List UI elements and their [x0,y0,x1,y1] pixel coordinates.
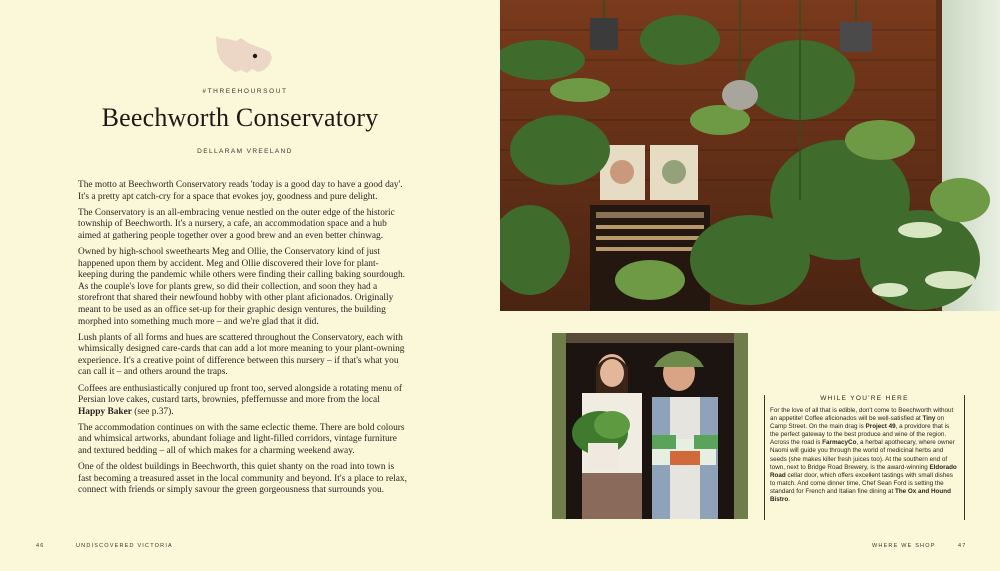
page-number-left: 46 [36,543,45,549]
eldorado-road-name: Eldorado Road [770,463,957,479]
paragraph-4: Lush plants of all forms and hues are scattered throughout the Conservatory, each with whimsically designed care-cards that can add a lot more meaning to your plant-owning experience. It's a creative point of difference between this nursery – if that's what you can call it – and others around the traps. [78,332,405,378]
page-title: Beechworth Conservatory [101,103,379,132]
hashtag: #THREEHOURSOUT [202,88,288,95]
sidebar-text: For the love of all that is edible, don't come to Beechworth without an appetite! Coffee aficionados will be well-satisfied at Tiny on Camp Street. On the main drag is Project 49, a providore that is the perfect gateway to the best produce and wine of the region. Across the road is FarmacyCo, a herbal apothecary, where owner Naomi will guide you through the world of medicinal herbs and seeds (she makes killer fresh juices too). At the southern end of town, next to Bridge Road Brewery, is the award-winning Eldorado Road cellar door, which offers excellent tastings with small dishes to match. And come dinner time, Chef Sean Ford is setting the standard for French and Italian fine dining at The Ox and Hound Bistro. [770,407,957,504]
project-49-name: Project 49 [865,423,896,431]
victoria-map-icon [214,32,274,78]
author-byline: DELLARAM VREELAND [197,148,293,155]
paragraph-5: Coffees are enthusiastically conjured up front too, served alongside a rotating menu of Persian love cakes, custard tarts, brownies, pfeffernusse and more from the local Happy Baker (see p.37). [78,383,402,417]
owners-meg-and-ollie-photo [552,333,748,519]
paragraph-6: The accommodation continues on with the same eclectic theme. There are bold colours and whimsical artworks, abundant foliage and light-filled corridors, vintage furniture and textured bedding – all of which makes for a charming weekend away. [78,422,405,456]
while-youre-here-sidebar [764,395,965,520]
ox-and-hound-name: The Ox and Hound Bistro [770,487,951,504]
tiny-name: Tiny [922,415,936,423]
conservatory-interior-photo [500,0,1000,311]
paragraph-1: The motto at Beechworth Conservatory reads 'today is a good day to have a good day'. It's a pretty apt catch-cry for a space that evokes joy, goodness and pure delight. [78,180,403,202]
happy-baker-name: Happy Baker [78,406,132,417]
running-footer-left: UNDISCOVERED VICTORIA [76,543,173,549]
article-body [78,180,408,501]
paragraph-7: One of the oldest buildings in Beechworth, this quiet shanty on the road into town is fast becoming a treasured asset in the local community and beyond. It's a place to relax, connect with friends or simply savour the green gorgeousness that surrounds you. [78,462,407,496]
running-footer-right: WHERE WE SHOP [872,543,936,549]
page-number-right: 47 [958,543,967,549]
farmacyco-name: FarmacyCo [822,439,857,447]
location-dot-icon [253,54,257,58]
sidebar-title: WHILE YOU'RE HERE [820,395,909,402]
paragraph-2: The Conservatory is an all-embracing venue nestled on the outer edge of the historic township of Beechworth. It's a nursery, a cafe, an accommodation space and a hub aimed at gathering people together over a good brew and an even better chinwag. [78,207,395,241]
paragraph-3: Owned by high-school sweethearts Meg and Ollie, the Conservatory kind of just happened upon them by accident. Meg and Ollie discovered their love for plant-keeping during the pandemic while others were finding their calling baking sourdough. As the couple's love for plants grew, so did their collection, and soon they had a storefront that shared their newfound hobby with other plant aficionados. Originally meant to be used as an office set-up for their graphic design ventures, the building morphed into something much more – and we're glad that it did. [78,246,405,327]
